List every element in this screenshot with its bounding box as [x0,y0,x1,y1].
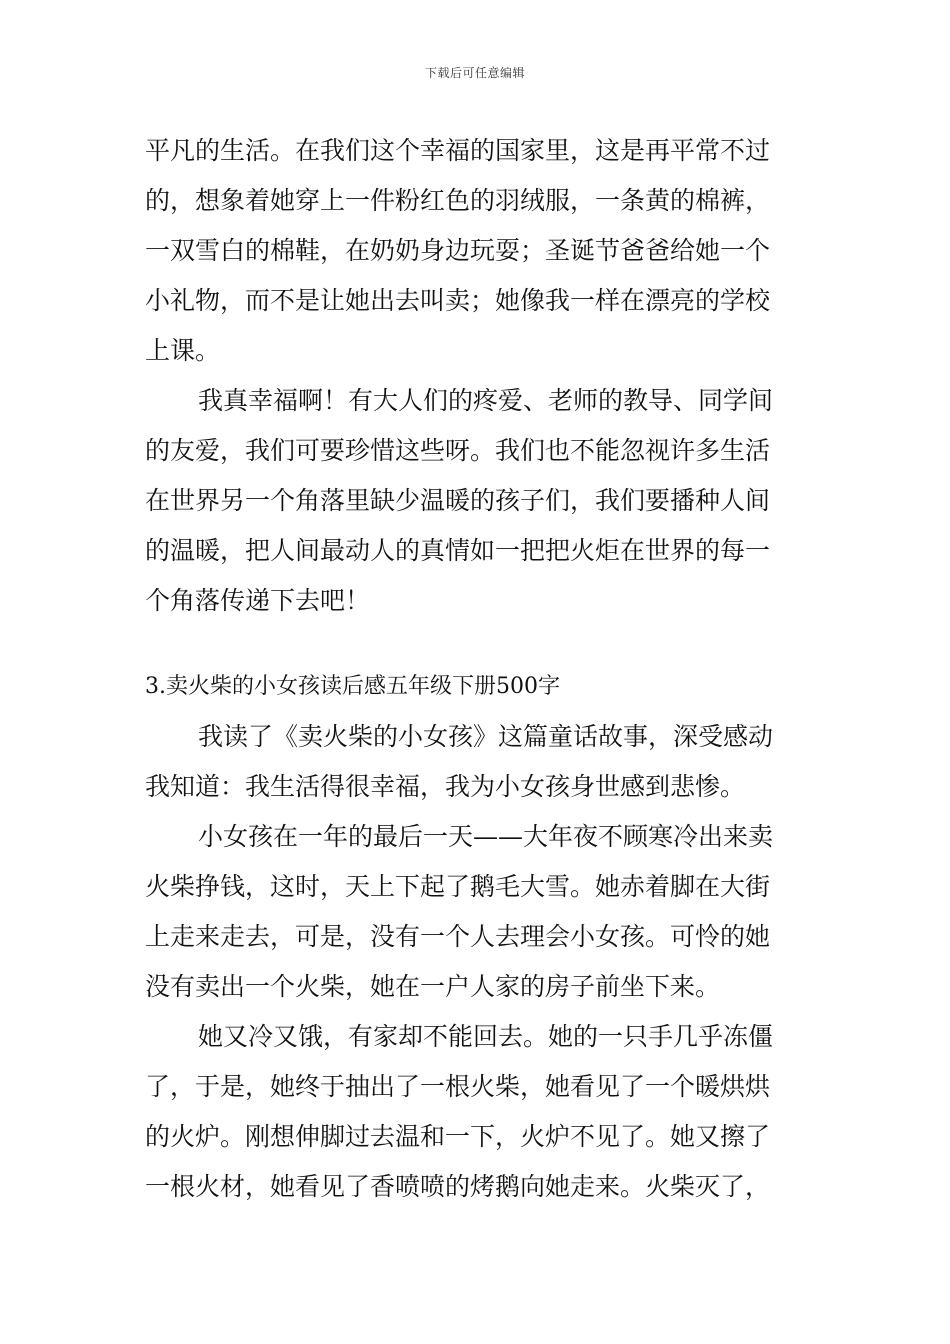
section-gap [145,626,810,662]
text-line: 火柴挣钱，这时，天上下起了鹅毛大雪。她赤着脚在大街 [145,872,771,901]
text-line: 一双雪白的棉鞋，在奶奶身边玩耍；圣诞节爸爸给她一个 [145,236,771,265]
text-line: 的火炉。刚想伸脚过去温和一下，火炉不见了。她又擦了 [145,1122,771,1151]
text-line: 平凡的生活。在我们这个幸福的国家里，这是再平常不过 [145,136,771,165]
paragraph [145,1012,810,1212]
text-line: 我读了《卖火柴的小女孩》这篇童话故事，深受感动 [198,722,774,751]
paragraph [145,812,810,1012]
text-line: 我真幸福啊！有大人们的疼爱、老师的教导、同学间 [198,386,774,415]
text-line: 个角落传递下去吧！ [145,586,371,615]
text-line: 她又冷又饿，有家却不能回去。她的一只手几乎冻僵 [198,1022,774,1051]
text-line: 小礼物，而不是让她出去叫卖；她像我一样在漂亮的学校 [145,286,771,315]
paragraph [145,712,810,812]
text-line: 了，于是，她终于抽出了一根火柴，她看见了一个暖烘烘 [145,1072,771,1101]
page-header-note: 下载后可任意编辑 [424,66,525,80]
text-line: 在世界另一个角落里缺少温暖的孩子们，我们要播种人间 [145,486,771,515]
text-line: 没有卖出一个火柴，她在一户人家的房子前坐下来。 [145,972,721,1001]
text-line: 的友爱，我们可要珍惜这些呀。我们也不能忽视许多生活 [145,436,771,465]
text-line: 我知道：我生活得很幸福，我为小女孩身世感到悲惨。 [145,772,746,801]
paragraph [145,376,810,626]
text-line: 一根火材，她看见了香喷喷的烤鹅向她走来。火柴灭了， [145,1172,771,1201]
section-title: 3.卖火柴的小女孩读后感五年级下册500字 [145,674,560,699]
document-body [145,126,810,1212]
text-line: 的，想象着她穿上一件粉红色的羽绒服，一条黄的棉裤， [145,186,771,215]
text-line: 上课。 [145,336,221,365]
paragraph [145,126,810,376]
text-line: 上走来走去，可是，没有一个人去理会小女孩。可怜的她 [145,922,771,951]
text-line: 的温暖，把人间最动人的真情如一把把火炬在世界的每一 [145,536,771,565]
text-line: 小女孩在一年的最后一天——大年夜不顾寒冷出来卖 [198,822,774,851]
